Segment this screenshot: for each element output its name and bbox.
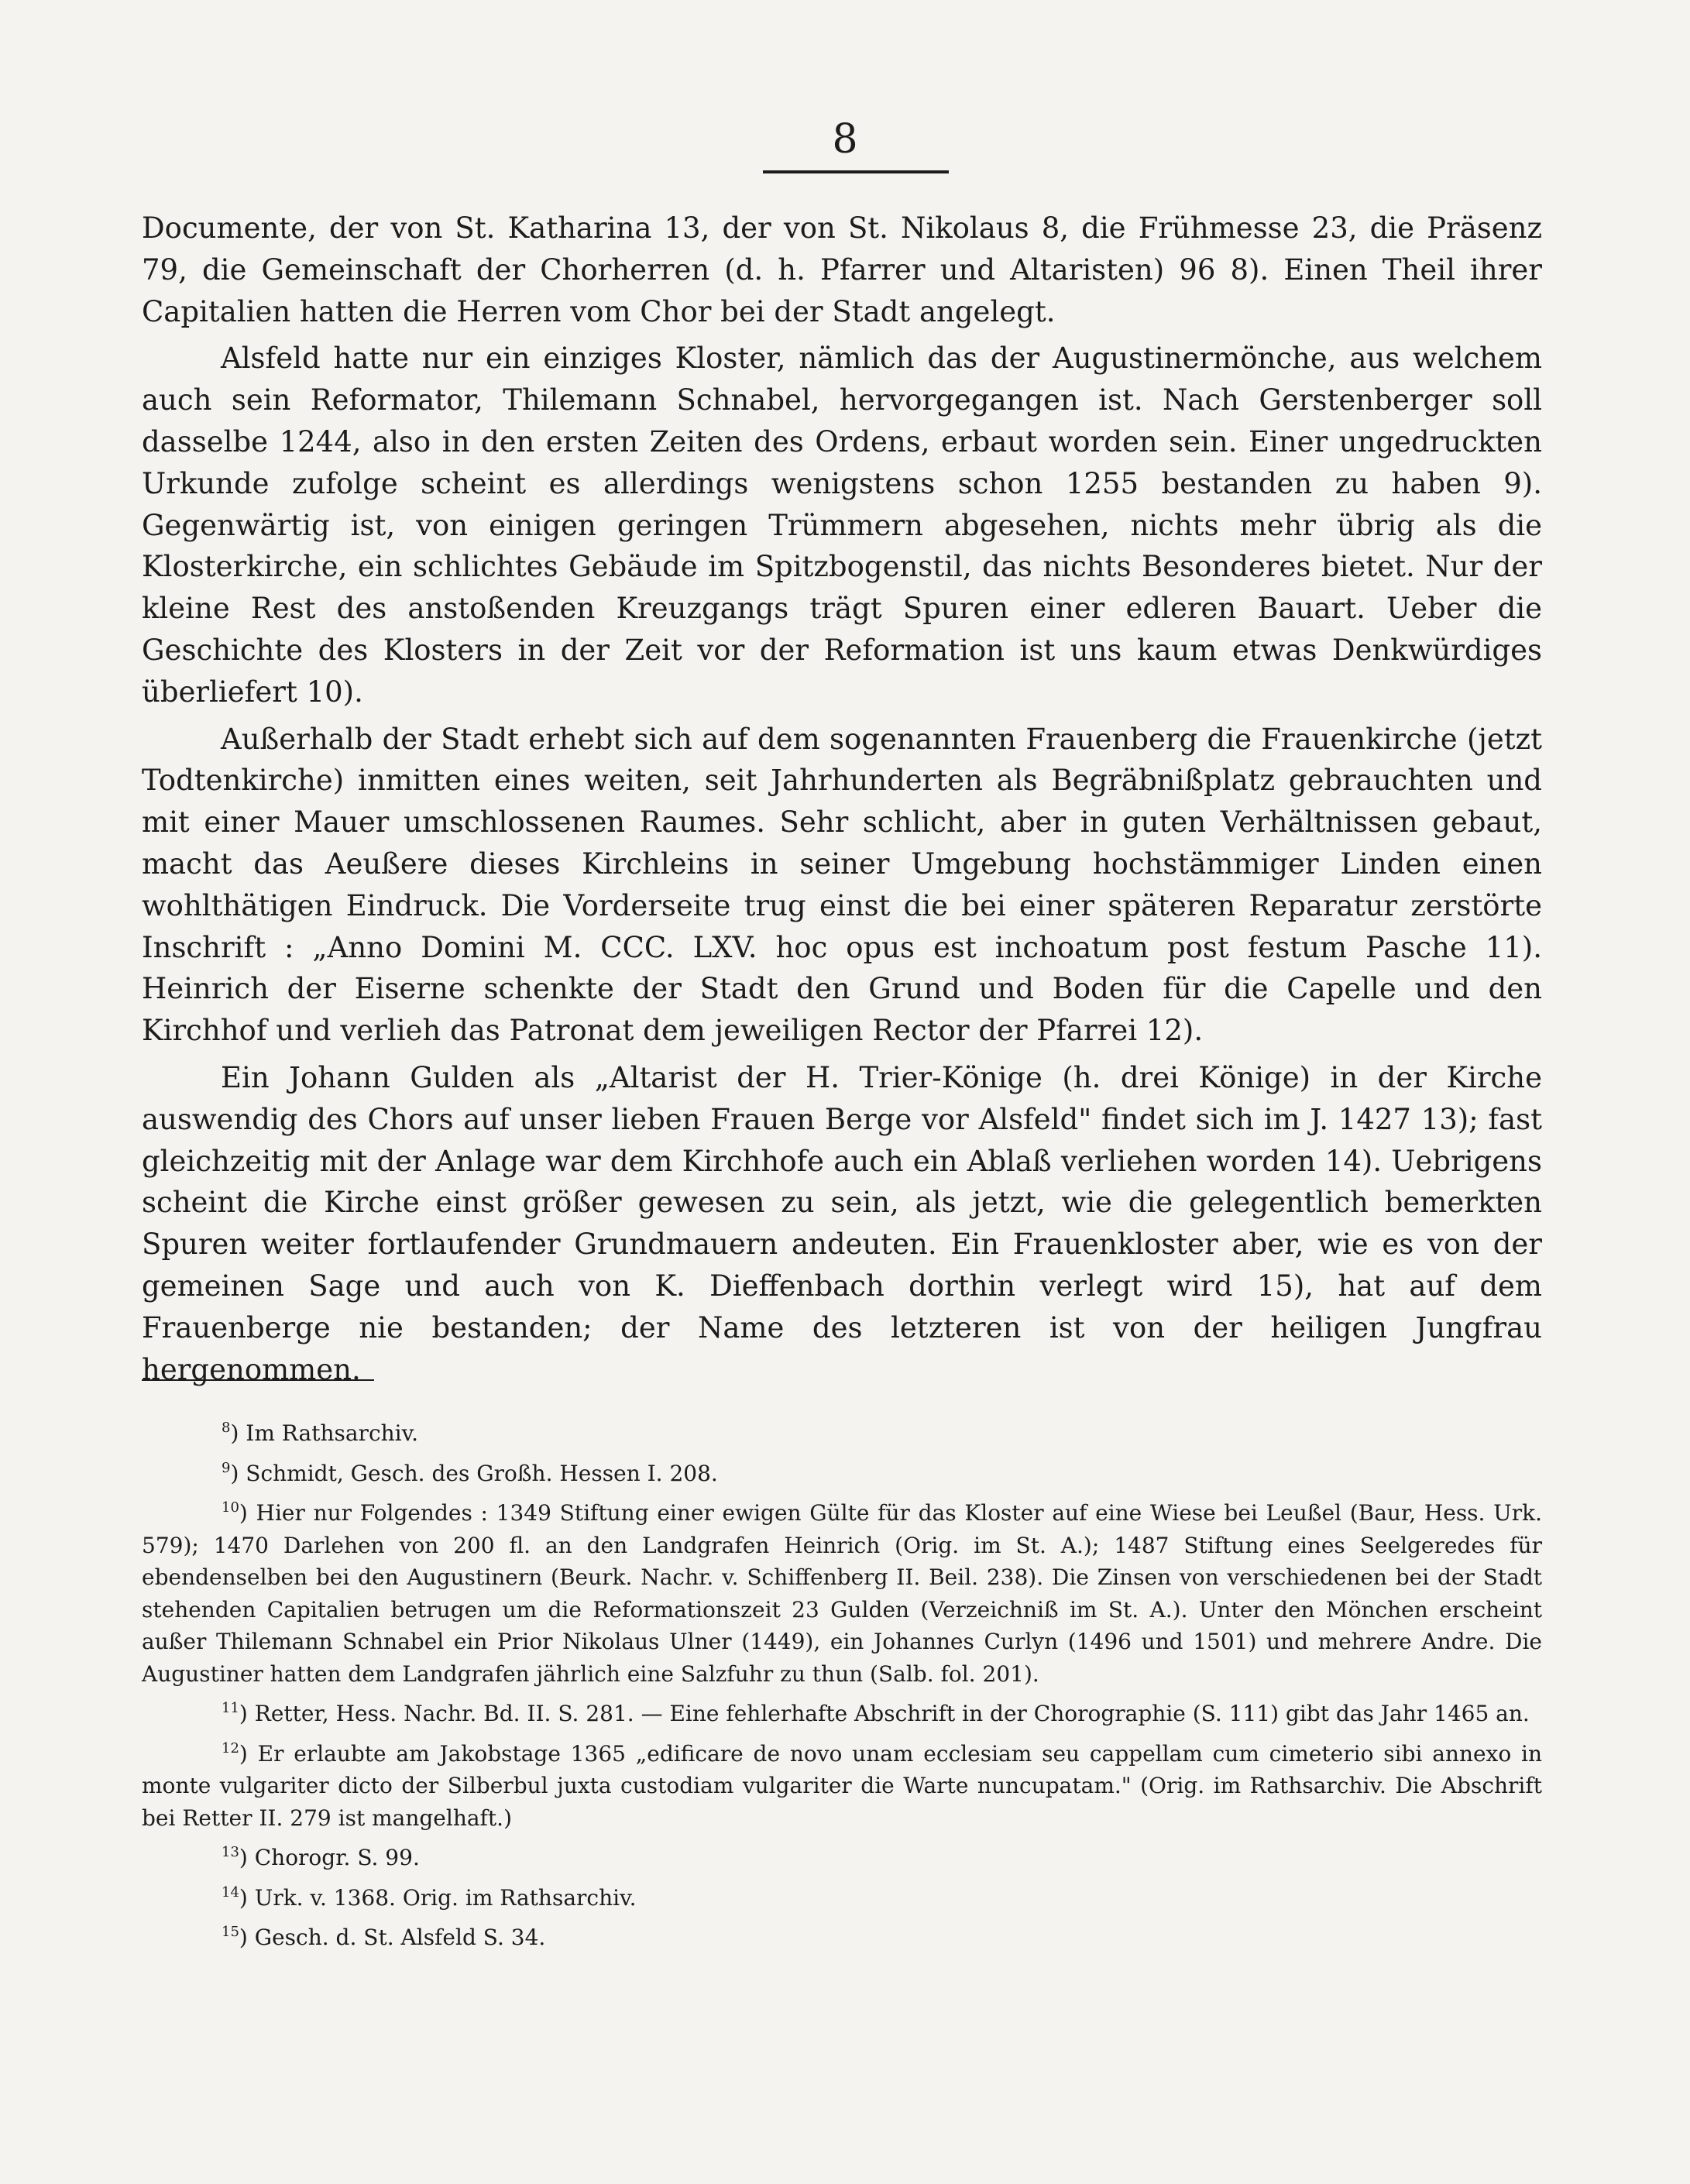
footnote: $^9$) Schmidt, Gesch. des Großh. Hessen I. 208. xyxy=(222,1459,718,1486)
footnote-mark: 15 xyxy=(222,1924,239,1941)
footnote-mark: 9 xyxy=(222,1459,231,1476)
paragraph: Documente, der von St. Katharina 13, der von St. Nikolaus 8, die Frühmesse 23, die Präsenz 79, die Gemeinschaft der Chorherren (d. h. Pfarrer und Altaristen) 96 8). Einen Theil ihrer Capitalien hatten die Herren vom Chor bei der Stadt angelegt. xyxy=(142,211,1542,328)
footnote-mark: 12 xyxy=(222,1739,239,1756)
footnote: $^{10}$) Hier nur Folgendes : 1349 Stiftung einer ewigen Gülte für das Kloster auf eine Wiese bei Leußel (Baur, Hess. Urk. 579); 1470 Darlehen von 200 fl. an den Landgrafen Heinrich (Orig. im St. A.); 1487 Stiftung eines Seelgeredes für ebendenselben bei den Augustinern (Beurk. Nachr. v. Schiffenberg II. Beil. 238). Die Zinsen von verschiedenen bei der Stadt stehenden Capitalien betrugen um die Reformationszeit 23 Gulden (Verzeichniß im St. A.). Unter den Mönchen erscheint außer Thilemann Schnabel ein Prior Nikolaus Ulner (1449), ein Johannes Curlyn (1496 und 1501) und mehrere Andre. Die Augustiner hatten dem Landgrafen jährlich eine Salzfuhr zu thun (Salb. fol. 201). xyxy=(142,1499,1543,1687)
footnote-mark: 13 xyxy=(222,1844,239,1861)
footnote-text: Schmidt, Gesch. des Großh. Hessen I. 208. xyxy=(246,1460,718,1486)
footnote-text: Er erlaubte am Jakobstage 1365 „edificare de novo unam ecclesiam seu cappellam cum cimeterio sibi annexo in monte vulgariter dicto der Silberbul juxta custodiam vulgariter die Warte nuncupatam." (Orig. im Rathsarchiv. Die Abschrift bei Retter II. 279 ist mangelhaft.) xyxy=(142,1740,1542,1831)
footnote: $^8$) Im Rathsarchiv. xyxy=(222,1420,419,1446)
paragraph: Alsfeld hatte nur ein einziges Kloster, nämlich das der Augustinermönche, aus welchem auch sein Reformator, Thilemann Schnabel, hervorgegangen ist. Nach Gerstenberger soll dasselbe 1244, also in den ersten Zeiten des Ordens, erbaut worden sein. Einer ungedruckten Urkunde zufolge scheint es allerdings wenigstens schon 1255 bestanden zu haben 9). Gegenwärtig ist, von einigen geringen Trümmern abgesehen, nichts mehr übrig als die Klosterkirche, ein schlichtes Gebäude im Spitzbogenstil, das nichts Besonderes bietet. Nur der kleine Rest des anstoßenden Kreuzgangs trägt Spuren einer edleren Bauart. Ueber die Geschichte des Klosters in der Zeit vor der Reformation ist uns kaum etwas Denkwürdiges überliefert 10). xyxy=(142,342,1542,709)
footnote-mark: 14 xyxy=(222,1884,239,1901)
footnote: $^{12}$) Er erlaubte am Jakobstage 1365 „edificare de novo unam ecclesiam seu cappellam cum cimeterio sibi annexo in monte vulgariter dicto der Silberbul juxta custodiam vulgariter die Warte nuncupatam." (Orig. im Rathsarchiv. Die Abschrift bei Retter II. 279 ist mangelhaft.) xyxy=(142,1739,1542,1831)
footnote-text: Hier nur Folgendes : 1349 Stiftung einer ewigen Gülte für das Kloster auf eine Wiese bei Leußel (Baur, Hess. Urk. 579); 1470 Darlehen von 200 fl. an den Landgrafen Heinrich (Orig. im St. A.); 1487 Stiftung eines Seelgeredes für ebendenselben bei den Augustinern (Beurk. Nachr. v. Schiffenberg II. Beil. 238). Die Zinsen von verschiedenen bei der Stadt stehenden Capitalien betrugen um die Reformationszeit 23 Gulden (Verzeichniß im St. A.). Unter den Mönchen erscheint außer Thilemann Schnabel ein Prior Nikolaus Ulner (1449), ein Johannes Curlyn (1496 und 1501) und mehrere Andre. Die Augustiner hatten dem Landgrafen jährlich eine Salzfuhr zu thun (Salb. fol. 201). xyxy=(142,1500,1543,1687)
footnote-mark: 11 xyxy=(222,1700,239,1717)
page-number: 8 xyxy=(832,116,858,163)
footnote-text: Chorogr. S. 99. xyxy=(254,1845,420,1870)
footnote: $^{11}$) Retter, Hess. Nachr. Bd. II. S. 281. — Eine fehlerhafte Abschrift in der Chorographie (S. 111) gibt das Jahr 1465 an. xyxy=(222,1700,1530,1726)
footnote-mark: 10 xyxy=(222,1499,239,1516)
footnote: $^{14}$) Urk. v. 1368. Orig. im Rathsarchiv. xyxy=(222,1884,637,1911)
footnote-text: Im Rathsarchiv. xyxy=(246,1420,419,1446)
paragraph: Ein Johann Gulden als „Altarist der H. Trier-Könige (h. drei Könige) in der Kirche auswendig des Chors auf unser lieben Frauen Berge vor Alsfeld" findet sich im J. 1427 13); fast gleichzeitig mit der Anlage war dem Kirchhofe auch ein Ablaß verliehen worden 14). Uebrigens scheint die Kirche einst größer gewesen zu sein, als jetzt, wie die gelegentlich bemerkten Spuren weiter fortlaufender Grundmauern andeuten. Ein Frauenkloster aber, wie es von der gemeinen Sage und auch von K. Dieffenbach dorthin verlegt wird 15), hat auf dem Frauenberge nie bestanden; der Name des letzteren ist von der heiligen Jungfrau hergenommen. xyxy=(142,1060,1542,1386)
footnote-mark: 8 xyxy=(222,1420,231,1437)
footnote: $^{13}$) Chorogr. S. 99. xyxy=(222,1844,420,1870)
main-text xyxy=(142,208,1542,1390)
footnote-text: Retter, Hess. Nachr. Bd. II. S. 281. — Eine fehlerhafte Abschrift in der Chorographie (S. 111) gibt das Jahr 1465 an. xyxy=(254,1701,1530,1726)
footnotes xyxy=(142,1417,1542,1962)
paragraph: Außerhalb der Stadt erhebt sich auf dem sogenannten Frauenberg die Frauenkirche (jetzt Todtenkirche) inmitten eines weiten, seit Jahrhunderten als Begräbnißplatz gebrauchten und mit einer Mauer umschlossenen Raumes. Sehr schlicht, aber in guten Verhältnissen gebaut, macht das Aeußere dieses Kirchleins in seiner Umgebung hochstämmiger Linden einen wohlthätigen Eindruck. Die Vorderseite trug einst die bei einer späteren Reparatur zerstörte Inschrift : „Anno Domini M. CCC. LXV. hoc opus est inchoatum post festum Pasche 11). Heinrich der Eiserne schenkte der Stadt den Grund und Boden für die Capelle und den Kirchhof und verlieh das Patronat dem jeweiligen Rector der Pfarrei 12). xyxy=(142,722,1542,1048)
footnote-text: Gesch. d. St. Alsfeld S. 34. xyxy=(254,1925,546,1950)
footnote-text: Urk. v. 1368. Orig. im Rathsarchiv. xyxy=(254,1884,637,1911)
footnote-separator xyxy=(142,1379,374,1381)
footnote: $^{15}$) Gesch. d. St. Alsfeld S. 34. xyxy=(222,1924,546,1950)
page-number-rule xyxy=(763,170,949,173)
